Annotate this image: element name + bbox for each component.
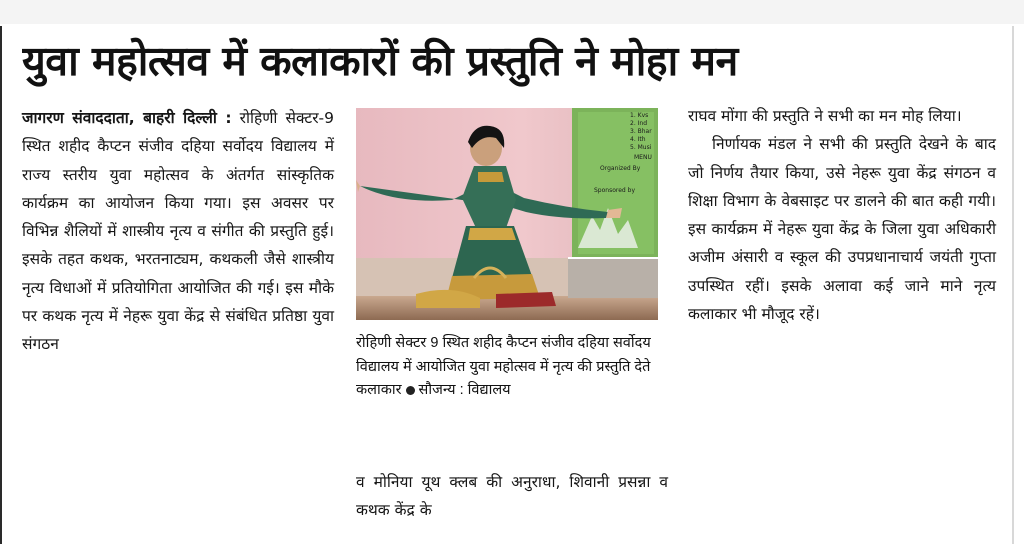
photo-caption	[356, 332, 668, 403]
headline: युवा महोत्सव में कलाकारों की प्रस्तुति ने मोहा मन	[22, 37, 738, 85]
column-3-paragraph-1: राघव मोंगा की प्रस्तुति ने सभी का मन मोह लिया।	[688, 107, 962, 125]
banner-line: 4. Ith	[630, 136, 646, 143]
article-column-1	[22, 104, 334, 359]
bullet-icon	[406, 386, 415, 395]
banner-line: 1. Kvs	[630, 112, 649, 119]
top-strip	[0, 0, 1024, 24]
banner-line: 2. Ind	[630, 120, 648, 127]
byline: जागरण संवाददाता, बाहरी दिल्ली :	[22, 109, 232, 127]
dance-photo	[356, 108, 658, 320]
right-column-rule	[1012, 26, 1014, 544]
article-column-3	[688, 102, 996, 328]
column-1-text	[22, 104, 334, 359]
banner-line: 5. Musi	[630, 144, 652, 151]
dancer-image	[356, 108, 658, 320]
column-1-body: रोहिणी सेक्टर-9 स्थित शहीद कैप्टन संजीव दहिया सर्वोदय विद्यालय में राज्य स्तरीय युवा महोत्सव के अंतर्गत सांस्कृतिक कार्यक्रम का आयोजन किया गया। इस अवसर पर विभिन्न शैलियों में शास्त्रीय नृत्य व संगीत की प्रस्तुति हुई। इसके तहत कथक, भरतनाट्यम, कथकली जैसे शास्त्रीय नृत्य विधाओं में प्रतियोगिता आयोजित की गई। इस मौके पर कथक नृत्य में नेहरू युवा केंद्र से संबंधित प्रतिष्ठा युवा संगठन	[22, 109, 335, 354]
banner-line: 3. Bhar	[630, 128, 652, 135]
caption-credit: सौजन्य : विद्यालय	[418, 382, 511, 398]
banner-line: Sponsored by	[594, 187, 635, 194]
article-column-2: व मोनिया यूथ क्लब की अनुराधा, शिवानी प्रसन्ना व कथक केंद्र के	[356, 473, 668, 520]
column-3-paragraph-2: निर्णायक मंडल ने सभी की प्रस्तुति देखने के बाद जो निर्णय तैयार किया, उसे नेहरू युवा केंद्र संगठन व शिक्षा विभाग के वेबसाइट पर डालने की बात कही गयी। इस कार्यक्रम में नेहरू युवा केंद्र के जिला युवा अधिकारी अजीम अंसारी व स्कूल की उपप्रधानाचार्य जयंती गुप्ता उपस्थित रहीं। इसके अलावा कई जाने माने नृत्य कलाकार भी मौजूद रहें।	[688, 135, 996, 324]
banner-line: MENU	[634, 154, 652, 161]
left-column-rule	[0, 26, 2, 544]
banner-line: Organized By	[600, 165, 641, 172]
caption-text: रोहिणी सेक्टर 9 स्थित शहीद कैप्टन संजीव दहिया सर्वोदय विद्यालय में आयोजित युवा महोत्सव में नृत्य की प्रस्तुति देते कलाकार	[356, 335, 651, 398]
